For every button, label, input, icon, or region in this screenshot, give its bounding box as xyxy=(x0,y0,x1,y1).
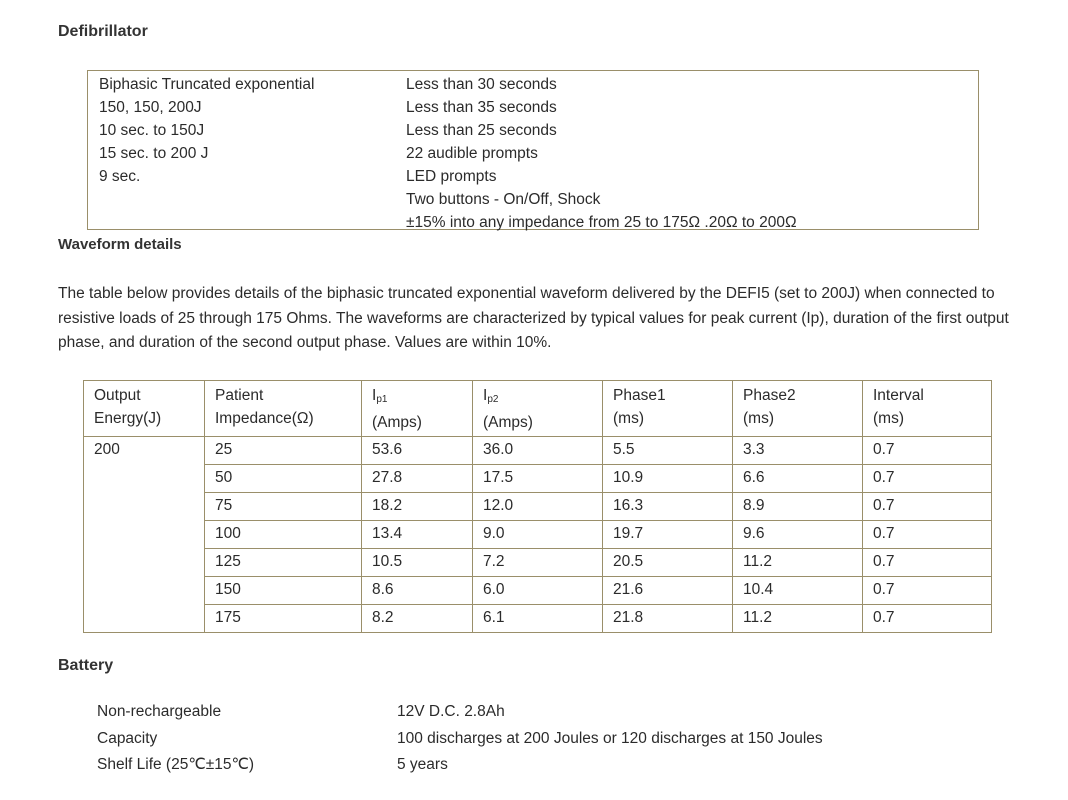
table-cell: 19.7 xyxy=(603,521,733,549)
table-cell: 6.1 xyxy=(473,605,603,633)
table-cell: 10.4 xyxy=(733,577,863,605)
table-cell: 21.6 xyxy=(603,577,733,605)
table-cell: 11.2 xyxy=(733,605,863,633)
table-cell: 8.2 xyxy=(362,605,473,633)
table-cell: 0.7 xyxy=(863,577,992,605)
waveform-description: The table below provides details of the biphasic truncated exponential waveform delivered by the DEFI5 (set to 200J) when connected to resistive loads of 25 through 175 Ohms. The waveforms are characterized by typical values for peak current (Ip), duration of the first output phase, and duration of the second output phase. Values are within 10%. xyxy=(58,285,1009,351)
spec-left-line: 150, 150, 200J xyxy=(99,99,202,116)
spec-right-line: Two buttons - On/Off, Shock xyxy=(406,191,601,208)
spec-left-line: 15 sec. to 200 J xyxy=(99,145,209,162)
table-cell: 75 xyxy=(205,493,362,521)
table-cell: 0.7 xyxy=(863,549,992,577)
table-cell: 0.7 xyxy=(863,605,992,633)
table-header-row xyxy=(84,381,992,437)
header-phase2: Phase2 (ms) xyxy=(733,381,863,437)
waveform-heading: Waveform details xyxy=(58,236,182,253)
table-cell: 0.7 xyxy=(863,437,992,465)
header-interval: Interval (ms) xyxy=(863,381,992,437)
table-cell: 9.6 xyxy=(733,521,863,549)
table-cell: 36.0 xyxy=(473,437,603,465)
spec-right-line: Less than 35 seconds xyxy=(406,99,557,116)
table-row xyxy=(84,437,992,465)
table-cell: 9.0 xyxy=(473,521,603,549)
table-cell: 3.3 xyxy=(733,437,863,465)
battery-value: 100 discharges at 200 Joules or 120 discharges at 150 Joules xyxy=(397,729,823,747)
battery-specs-left xyxy=(97,699,254,779)
spec-right-line: ±15% into any impedance from 25 to 175Ω .20Ω to 200Ω xyxy=(406,214,797,231)
table-row xyxy=(84,521,992,549)
table-cell: 50 xyxy=(205,465,362,493)
battery-specs-right xyxy=(397,699,823,779)
table-cell: 17.5 xyxy=(473,465,603,493)
table-cell: 8.6 xyxy=(362,577,473,605)
battery-label: Capacity xyxy=(97,729,158,747)
table-cell: 12.0 xyxy=(473,493,603,521)
battery-value: 5 years xyxy=(397,756,448,773)
table-cell: 18.2 xyxy=(362,493,473,521)
defibrillator-specs-left xyxy=(99,73,314,188)
battery-label: Non-rechargeable xyxy=(97,703,222,720)
battery-label: Shelf Life (25℃±15℃) xyxy=(97,756,255,773)
spec-right-line: 22 audible prompts xyxy=(406,145,538,162)
spec-left-line: 10 sec. to 150J xyxy=(99,122,205,139)
table-cell: 175 xyxy=(205,605,362,633)
table-cell: 150 xyxy=(205,577,362,605)
table-row xyxy=(84,493,992,521)
header-ip2: $I_{p2}$ (Amps) xyxy=(473,381,603,437)
table-row xyxy=(84,577,992,605)
table-cell: 25 xyxy=(205,437,362,465)
table-cell: 6.0 xyxy=(473,577,603,605)
table-cell: 6.6 xyxy=(733,465,863,493)
spec-left-line: Biphasic Truncated exponential xyxy=(99,76,315,93)
table-cell: 0.7 xyxy=(863,521,992,549)
table-cell: 125 xyxy=(205,549,362,577)
defibrillator-heading: Defibrillator xyxy=(58,23,148,40)
table-cell: 27.8 xyxy=(362,465,473,493)
table-cell: 13.4 xyxy=(362,521,473,549)
table-cell: 53.6 xyxy=(362,437,473,465)
battery-value: 12V D.C. 2.8Ah xyxy=(397,703,505,720)
table-row xyxy=(84,465,992,493)
table-cell: 16.3 xyxy=(603,493,733,521)
header-phase1: Phase1 (ms) xyxy=(603,381,733,437)
table-cell: 0.7 xyxy=(863,493,992,521)
spec-right-line: Less than 30 seconds xyxy=(406,76,557,93)
header-patient-impedance: Patient Impedance(Ω) xyxy=(205,381,362,437)
spec-left-line: 9 sec. xyxy=(99,168,141,185)
table-cell: 0.7 xyxy=(863,465,992,493)
header-output-energy: Output Energy(J) xyxy=(84,381,205,437)
table-cell: 5.5 xyxy=(603,437,733,465)
battery-heading: Battery xyxy=(58,657,114,674)
defibrillator-specs-box xyxy=(87,70,979,230)
table-cell: 10.5 xyxy=(362,549,473,577)
spec-right-line: LED prompts xyxy=(406,168,497,185)
defibrillator-specs-right xyxy=(406,73,797,234)
table-cell: 100 xyxy=(205,521,362,549)
header-ip1: $I_{p1}$ (Amps) xyxy=(362,381,473,437)
energy-cell: 200 xyxy=(84,437,205,633)
table-cell: 21.8 xyxy=(603,605,733,633)
table-cell: 10.9 xyxy=(603,465,733,493)
table-cell: 8.9 xyxy=(733,493,863,521)
table-cell: 11.2 xyxy=(733,549,863,577)
table-cell: 20.5 xyxy=(603,549,733,577)
waveform-table xyxy=(83,380,992,633)
spec-right-line: Less than 25 seconds xyxy=(406,122,557,139)
table-row xyxy=(84,605,992,633)
table-row xyxy=(84,549,992,577)
table-cell: 7.2 xyxy=(473,549,603,577)
